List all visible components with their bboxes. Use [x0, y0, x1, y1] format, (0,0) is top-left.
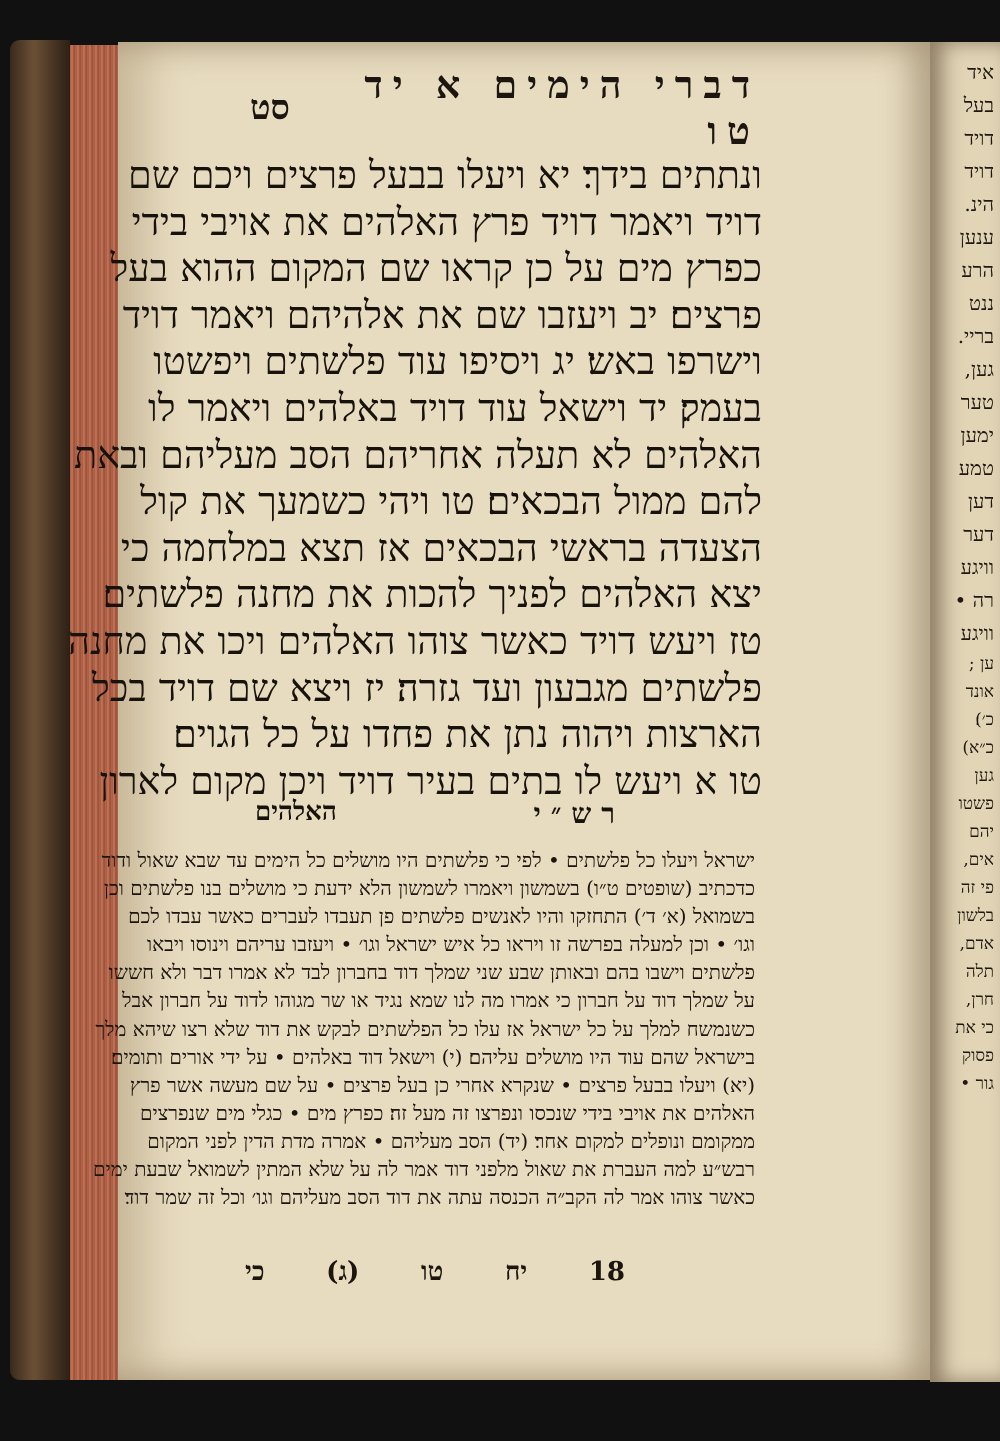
book-binding: [10, 40, 70, 1380]
catchword: כי: [245, 1257, 265, 1287]
commentary-catchword: האלהים: [255, 797, 337, 827]
commentary-header: [255, 797, 745, 833]
commentary-line: על שמלך דוד על חברון כי אמרו מה לנו שמא נגיד או שר מגוהו לדוד על חברון אבל: [122, 988, 755, 1013]
commentary-line: כשנמשח למלך על כל ישראל אז עלו כל הפלשתים לבקש את דוד שלא רצו שיהא מלך: [95, 1016, 755, 1041]
running-header: [250, 62, 760, 153]
commentary-line: ישראל ויעלו כל פלשתים • לפי כי פלשתים היו מושלים כל הימים עד שבא שאול ודוד: [101, 848, 755, 872]
commentary-line: בישראל שהם עוד היו מושלים עליהם׃ (י) וישאל דוד באלהים • על ידי אורים ותומים׃: [111, 1044, 755, 1069]
facing-page-fragment: ננט: [968, 291, 994, 315]
facing-page-fragment: רה •: [954, 588, 994, 612]
commentary-label: רש״י: [533, 797, 625, 830]
facing-page-fragment: כ״א): [962, 738, 994, 758]
facing-page-fragment: דער: [963, 522, 994, 546]
commentary-line: האלהים את אויבי בידי שנכסו ונפרצו זה מעל זה׃ כפרץ מים • כגלי מים שנפרצים: [139, 1100, 755, 1125]
facing-page-fragment: איד: [967, 60, 994, 84]
facing-page-fragment: אים,: [963, 850, 994, 870]
facing-page-fragment: יהם: [969, 822, 994, 842]
facing-page-fragment: פסוק: [961, 1046, 994, 1066]
facing-page-fragment: חרן,: [965, 990, 994, 1010]
commentary-text: [93, 846, 755, 1211]
text-line: האלהים לא תעלה אחריהם הסב מעליהם ובאת: [74, 432, 762, 477]
text-line: פלשתים מגבעון ועד גזרה׃ יז ויצא שם דויד בכל: [91, 665, 762, 710]
facing-page-fragment: כי את: [955, 1018, 994, 1038]
commentary-line: פלשתים וישבו בהם ובאותן שבע שני שמלך דוד בחברון לבד לא אמרו דבר ולא חששו: [108, 960, 755, 985]
text-line: וישרפו באש׃ יג ויסיפו עוד פלשתים ויפשטו: [153, 339, 762, 384]
text-line: כפרץ מים על כן קראו שם המקום ההוא בעל: [110, 246, 762, 291]
facing-page-fragment: בלשון: [957, 906, 994, 926]
facing-page-fragment: ענען: [959, 225, 994, 249]
signature-mark: 18: [588, 1257, 625, 1287]
facing-page-fragment: דען: [967, 489, 994, 513]
facing-page-fragment: גען: [974, 766, 994, 786]
facing-page-fragment: בריי.: [957, 324, 994, 348]
facing-page-fragment: בעל: [963, 93, 994, 117]
facing-page-fragment: הינ.: [964, 192, 994, 216]
commentary-line: בשמואל (א׳ ד׳) התחזקו והיו לאנשים פלשתים פן תעבדו לעברים כאשר עבדו לכם: [128, 904, 755, 929]
facing-page-fragment: אונד: [965, 682, 994, 702]
facing-page-fragment: הרע: [961, 258, 994, 282]
signature-hebrew: יח: [504, 1257, 528, 1287]
text-line: יצא האלהים לפניך להכות את מחנה פלשתים׃: [102, 572, 762, 617]
commentary-line: רבש״ע למה העברת את שאול מלפני דוד אמר לה על שלא המתין לשמואל שבעת ימים: [93, 1157, 755, 1182]
facing-page-fragment: דויד: [964, 126, 994, 150]
facing-page-fragment: ימען: [960, 423, 994, 447]
facing-page-fragment: גען,: [964, 357, 994, 381]
commentary-line: (יא) ויעלו בבעל פרצים • שנקרא אחרי כן בעל פרצים • על שם מעשה אשר פרץ: [129, 1072, 755, 1097]
facing-page-fragment: תלה: [965, 962, 994, 982]
text-line: להם ממול הבכאים׃ טו ויהי כשמעך את קול: [140, 479, 762, 524]
facing-page-fragment: ען ;: [968, 654, 994, 674]
commentary-line: כדכתיב (שופטים ט״ו) בשמשון ויאמרו לשמשון הלא ידעת כי מושלים בנו פלשתים וכן: [103, 876, 755, 901]
facing-page-fragment: פשטו: [958, 794, 994, 814]
main-text: [68, 152, 762, 804]
facing-page-fragment: טער: [960, 390, 994, 414]
facing-page-fragment: טמע: [958, 456, 994, 480]
text-line: הארצות ויהוה נתן את פחדו על כל הגוים׃: [173, 712, 762, 757]
text-line: ונתתים בידך׃ יא ויעלו בבעל פרצים ויכם שם: [128, 153, 762, 197]
page-number: סט: [250, 88, 290, 128]
text-line: בעמק׃ יד וישאל עוד דויד באלהים ויאמר לו: [148, 385, 762, 430]
facing-page-fragment: כ׳)׃: [975, 710, 994, 730]
gathering-mark: (ג): [326, 1257, 360, 1287]
text-line: דויד ויאמר דויד פרץ האלהים את אויבי בידי: [131, 199, 762, 244]
text-line: טז ויעש דויד כאשר צוהו האלהים ויכו את מחנה: [68, 618, 762, 663]
text-line: טו א ויעש לו בתים בעיר דויד ויכן מקום לארון: [99, 758, 762, 803]
running-title: דברי הימים א יד טו: [364, 62, 760, 153]
facing-page-fragment: גור •: [960, 1074, 994, 1094]
text-line: פרצים׃ יב ויעזבו שם את אלהיהם ויאמר דויד: [122, 292, 762, 337]
facing-page-fragment: אדם,: [959, 934, 994, 954]
chapter-mark: טו: [420, 1257, 444, 1287]
commentary-line: וגו׳ • וכן למעלה בפרשה זו ויראו כל איש ישראל וגו׳ • ויעזבו עריהם וינוסו ויבאו: [147, 932, 755, 957]
facing-page-fragment: וויגע: [960, 621, 994, 645]
commentary-line: ממקומם ונופלים למקום אחר׃ (יד) הסב מעליהם • אמרה מדת הדין לפני המקום: [147, 1128, 755, 1153]
catchline: [245, 1255, 625, 1289]
facing-page: [930, 42, 1000, 1382]
facing-page-text: [930, 42, 1000, 1102]
text-line: הצעדה בראשי הבכאים אז תצא במלחמה כי: [120, 525, 762, 570]
facing-page-fragment: פי זה: [960, 878, 994, 898]
facing-page-fragment: דויד: [964, 159, 994, 183]
commentary-line: כאשר צוהו אמר לה הקב״ה הכנסה עתה את דוד הסב מעליהם וגו׳ וכל זה שמר דוד׃: [124, 1185, 755, 1210]
facing-page-fragment: וויגע: [960, 555, 994, 579]
